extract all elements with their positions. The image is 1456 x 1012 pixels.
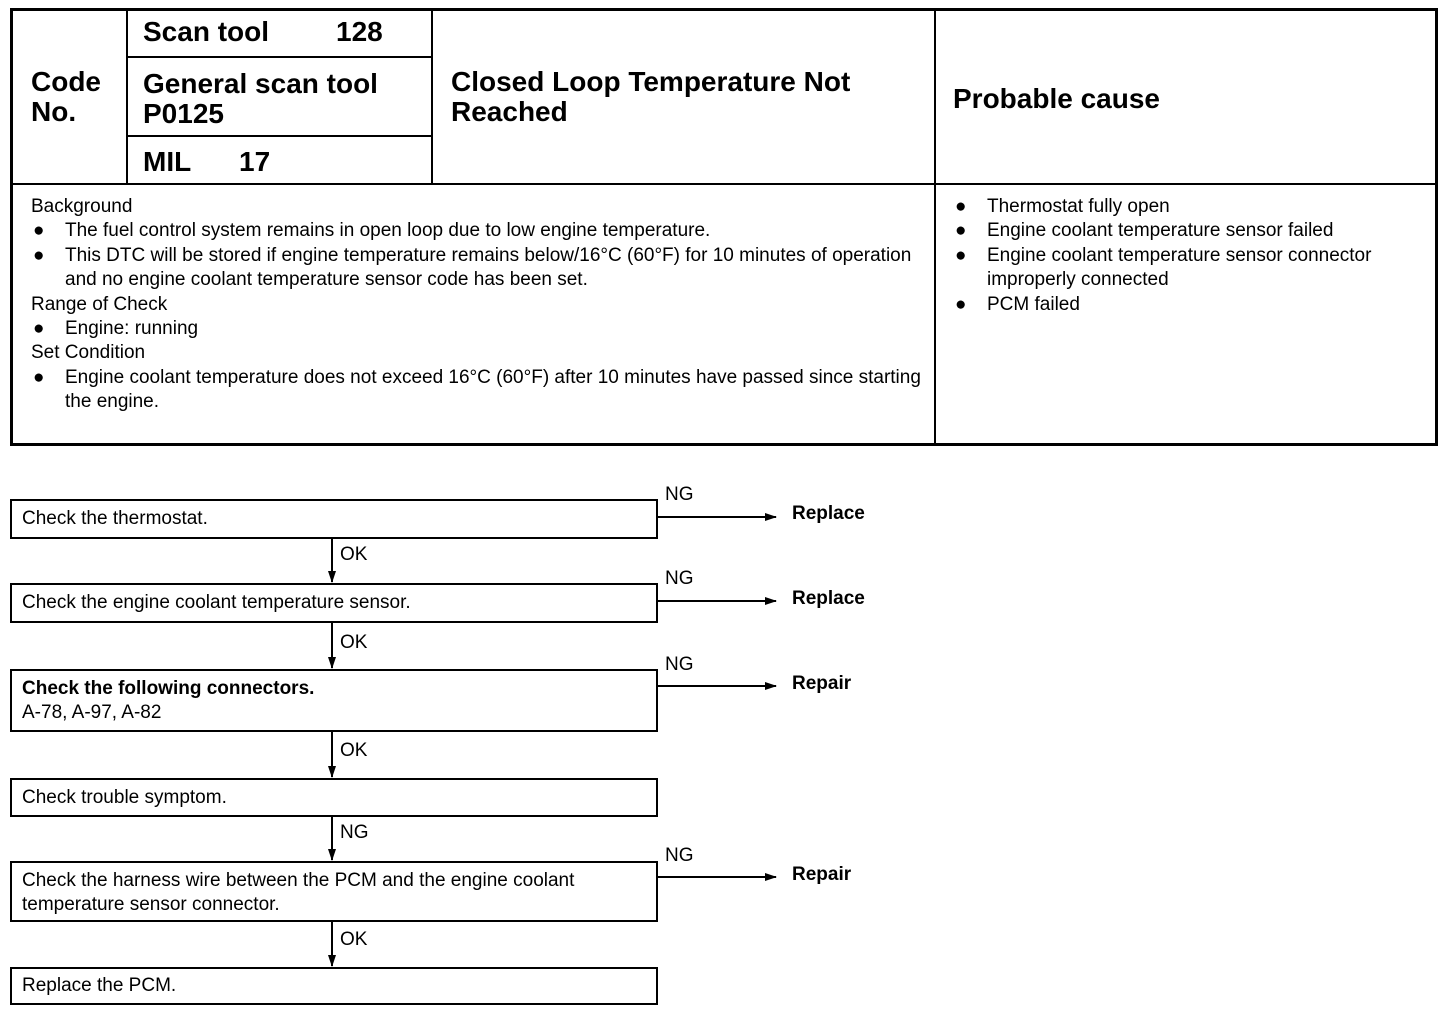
step-text: Check trouble symptom. bbox=[22, 787, 227, 808]
mil-label: MIL bbox=[143, 146, 192, 177]
result-repair: Repair bbox=[792, 864, 852, 885]
flow-step-check-harness bbox=[10, 861, 658, 922]
bullet-icon: ● bbox=[33, 318, 45, 340]
ok-label: OK bbox=[340, 544, 368, 565]
bullet-icon: ● bbox=[33, 244, 45, 266]
background-bullet-text: The fuel control system remains in open loop due to low engine temperature. bbox=[65, 220, 711, 242]
ok-label: OK bbox=[340, 740, 368, 761]
dtc-title-line1: Closed Loop Temperature Not bbox=[451, 66, 851, 97]
cause-text: Engine coolant temperature sensor failed bbox=[987, 220, 1334, 242]
set-condition-heading: Set Condition bbox=[31, 342, 146, 364]
general-scan-tool-value: P0125 bbox=[143, 98, 224, 129]
probable-cause-heading: Probable cause bbox=[953, 83, 1160, 114]
step-text: Check the following connectors. bbox=[22, 678, 315, 699]
cause-text: PCM failed bbox=[987, 293, 1080, 315]
ng-label: NG bbox=[665, 568, 694, 589]
cause-text: Engine coolant temperature sensor connector improperly connected bbox=[987, 244, 1372, 291]
flow-step-replace-pcm bbox=[10, 967, 658, 1005]
step-subtext: A-78, A-97, A-82 bbox=[22, 702, 162, 723]
background-bullet-text: This DTC will be stored if engine temperature remains below/16°C (60°F) for 10 minutes of operation and no engine coolant temperature sensor code has been set. bbox=[65, 244, 912, 291]
ng-label: NG bbox=[665, 484, 694, 505]
cause-text: Thermostat fully open bbox=[987, 196, 1170, 217]
bullet-icon: ● bbox=[955, 196, 967, 217]
flow-step-check-trouble-symptom bbox=[10, 778, 658, 817]
flow-step-check-thermostat bbox=[10, 499, 658, 539]
scan-tool-value: 128 bbox=[336, 16, 383, 47]
code-label-line1: Code bbox=[31, 66, 101, 97]
result-replace: Replace bbox=[792, 588, 865, 609]
bullet-icon: ● bbox=[955, 293, 967, 315]
bullet-icon: ● bbox=[33, 220, 45, 242]
background-heading: Background bbox=[31, 196, 133, 217]
bullet-icon: ● bbox=[955, 244, 967, 266]
range-of-check-heading: Range of Check bbox=[31, 293, 168, 315]
ok-label: OK bbox=[340, 929, 368, 950]
step-text: Check the engine coolant temperature sensor. bbox=[22, 592, 411, 613]
mil-value: 17 bbox=[239, 146, 271, 177]
result-replace: Replace bbox=[792, 503, 865, 524]
result-repair: Repair bbox=[792, 673, 852, 694]
bullet-icon: ● bbox=[33, 366, 45, 388]
scan-tool-label: Scan tool bbox=[143, 16, 270, 47]
dtc-title-line2: Reached bbox=[451, 96, 568, 127]
flow-step-check-connectors bbox=[10, 669, 658, 732]
code-label-line2: No. bbox=[31, 96, 77, 127]
flow-step-check-coolant-sensor bbox=[10, 583, 658, 623]
ok-label: OK bbox=[340, 632, 368, 653]
range-bullet-text: Engine: running bbox=[65, 318, 199, 340]
ng-label: NG bbox=[340, 822, 369, 843]
set-bullet-text: Engine coolant temperature does not exceed 16°C (60°F) after 10 minutes have passed since starting the engine. bbox=[65, 366, 921, 413]
general-scan-tool-label: General scan tool bbox=[143, 68, 378, 99]
step-subtext: temperature sensor connector. bbox=[22, 894, 280, 915]
step-text: Check the harness wire between the PCM and the engine coolant bbox=[22, 870, 575, 891]
bullet-icon: ● bbox=[955, 220, 967, 242]
ng-label: NG bbox=[665, 654, 694, 675]
ng-label: NG bbox=[665, 845, 694, 866]
step-text: Check the thermostat. bbox=[22, 508, 208, 529]
step-text: Replace the PCM. bbox=[22, 975, 177, 996]
